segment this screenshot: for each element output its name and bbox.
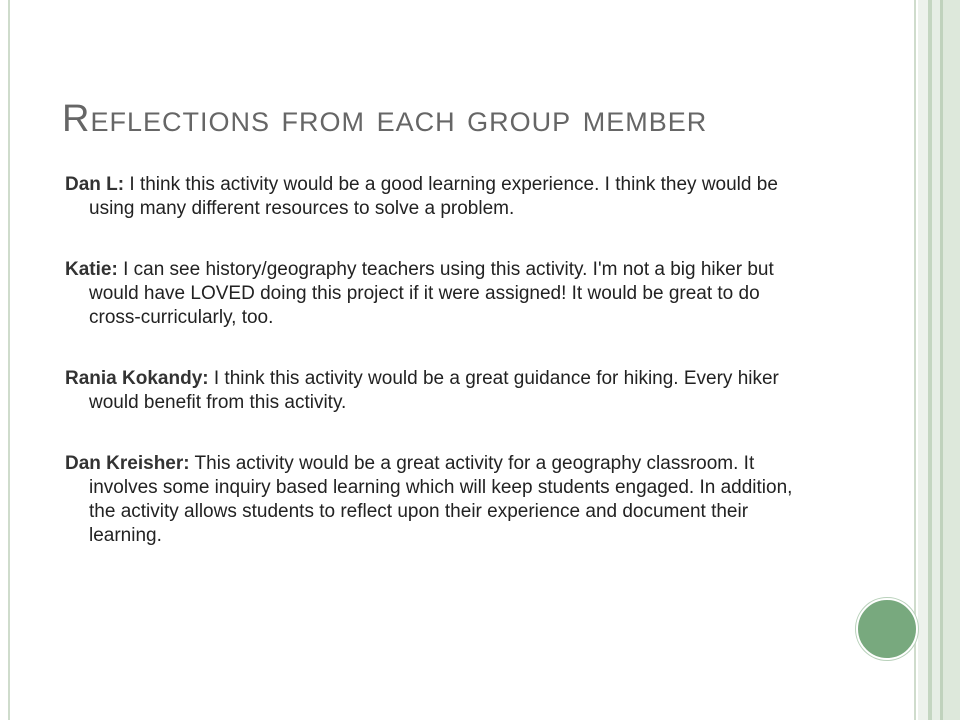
reflection-text: I think this activity would be a good learning experience. I think they would be using many different resources to solve a problem. <box>89 174 778 219</box>
decorative-circle <box>856 598 918 660</box>
decorative-stripe <box>932 0 940 720</box>
reflection-dan-l <box>65 173 810 221</box>
decorative-stripe <box>943 0 960 720</box>
reflection-text: I can see history/geography teachers using this activity. I'm not a big hiker but would have LOVED doing this project if it were assigned! It would be great to do cross-curricularly, too. <box>89 259 774 328</box>
reflection-text: I think this activity would be a great guidance for hiking. Every hiker would benefit from this activity. <box>89 368 779 413</box>
slide-title: Reflections from each group member <box>62 98 708 140</box>
reflection-text: This activity would be a great activity for a geography classroom. It involves some inquiry based learning which will keep students engaged. In addition, the activity allows students to reflect upon their experience and document their learning. <box>89 453 793 546</box>
reflection-author: Katie: <box>65 259 118 280</box>
reflection-author: Dan L: <box>65 174 125 195</box>
reflection-author: Rania Kokandy: <box>65 368 209 389</box>
reflection-rania-kokandy <box>65 367 810 415</box>
reflections-list <box>65 173 810 585</box>
decorative-stripe <box>918 0 928 720</box>
reflection-dan-kreisher <box>65 452 810 548</box>
reflection-author: Dan Kreisher: <box>65 453 190 474</box>
reflection-katie <box>65 258 810 330</box>
